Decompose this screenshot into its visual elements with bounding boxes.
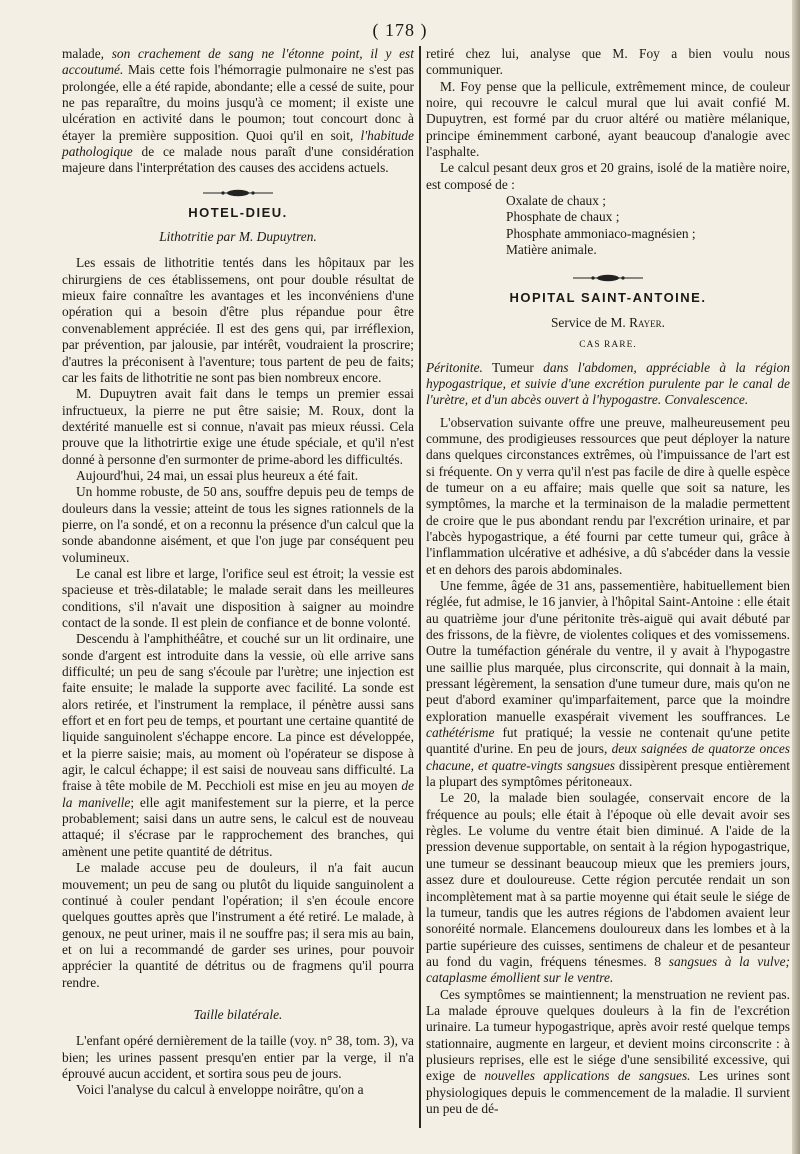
list-item: Phosphate de chaux ; [506, 209, 620, 225]
section-title: HOPITAL SAINT-ANTOINE. [509, 290, 707, 306]
text: dissipèrent presque entièrement la plupart des symptômes péritoneaux. [426, 757, 790, 790]
text: Tumeur [482, 359, 544, 375]
paragraph: L'observation suivante offre une preuve, malheureusement peu commune, des prodigieuses ressources que peut déployer la nature dans quelques circonstances extrêmes, où l'impuissance de l'art est si fréquente. On y verra qu'il n'est pas facile de dire à quelle espèce de tumeur on a eu affaire; mais quelle que soit sa nature, les symptômes, la marche et la terminaison de la maladie permettent de croire que le pus abondant rendu par l'excrétion urinaire, et par l'abcès hypogastrique, a été fourni par cette tumeur qui, grâce à l'inflammation ulcérative et adhésive, a dû s'abcéder dans la vessie et en dehors des parois abdominales. [426, 414, 790, 577]
paragraph: L'enfant opéré dernièrement de la taille (voy. n° 38, tom. 3), va bien; les urines passent presqu'en entier par la verge, il n'a éprouvé aucun accident, et sortira sous peu de jours. [62, 1033, 414, 1081]
paragraph [62, 46, 414, 177]
paragraph: Le canal est libre et large, l'orifice seul est étroit; la vessie est spacieuse et très-dilatable; le malade serait dans les meilleures conditions, s'il n'avait une disposition à saigner au moindre contact de la sonde. Il est plein de confiance et de bonne volonté. [62, 565, 414, 630]
paragraph [426, 790, 790, 986]
right-column [426, 46, 790, 1117]
text: Le 20, la malade bien soulagée, conservait encore de la fréquence au pouls; elle était à l'époque où elle devait avoir ses règles. Le volume du ventre était bien diminué. A l'aide de la pression devenue supportable, on sentait à la région hypogastrique, une tumeur se dessinant beaucoup mieux que les premiers jours, assez dure et douloureuse. Cette région percutée rendait un son incomplètement mat à sa partie moyenne qui était seule le siége de la tumeur, tandis que les autres régions de l'abdomen avaient leur sonoréité normale. Elancemens douloureux dans les lombes et à la partie supérieure des cuisses, sentimens de chaleur et de pesanteur au fond du vagin, fréquens ténesmes. 8 [426, 790, 790, 969]
text: de ce malade nous paraît d'une considération majeure dans l'interprétation des causes des accidens actuels. [62, 144, 414, 176]
paragraph: Le calcul pesant deux gros et 20 grains, isolé de la matière noire, est composé de : [426, 160, 790, 192]
paragraph [62, 631, 414, 860]
section-subtitle: Lithotritie par M. Dupuytren. [159, 229, 317, 245]
physician-name: Rayer. [629, 314, 666, 330]
list-item: Matière animale. [506, 242, 597, 258]
italic-text: l'habitude pathologique [62, 127, 414, 160]
paragraph [426, 578, 790, 790]
text: Service de M. [550, 314, 630, 330]
ornament-divider [426, 270, 790, 280]
italic-text: dans l'abdomen, appréciable à la région hypogastrique, et suivie d'une excrétion purulente par le canal de l'urètre, et d'un abcès ouvert à l'hypogastre. Convalescence. [426, 359, 790, 408]
paragraph: Aujourd'hui, 24 mai, un essai plus heureux a été fait. [76, 467, 359, 483]
paragraph: M. Dupuytren avait fait dans le temps un premier essai infructueux, la pierre ne put être saisie; M. Roux, dont la dextérité manuelle est si connue, n'avait pas mieux réussi. Cela prouve que la lithotrirtie exige une étude spéciale, et qu'il n'est donné à personne d'en surmonter de prime-abord les difficultés. [62, 386, 414, 467]
paragraph: Le malade accuse peu de douleurs, il n'a fait aucun mouvement; un peu de sang ou plutôt du liquide sanguinolent a continué à couler pendant l'opération; il s'en écoule encore quelques gouttes après que l'instrument a été retiré. Le malade, à genoux, ne peut uriner, mais il ne souffre pas; il sera mis au bain, et on lui a recommandé de garder ses urines, pour pouvoir apprécier la quantité de détritus ou de fragmens qu'il pourra rendre. [62, 860, 414, 990]
paragraph: Un homme robuste, de 50 ans, souffre depuis peu de temps de douleurs dans la vessie; atteint de tous les signes rationnels de la pierre, on l'a sondé, et on a reconnu la présence d'un calcul que la sonde abandonne aisément, et que l'on juge par conséquent peu volumineux. [62, 484, 414, 565]
italic-text: son crachement de sang ne l'étonne point, il y est accoutumé. [62, 46, 414, 78]
italic-text: Péritonite. [426, 359, 483, 375]
text: Ces symptômes se maintiennent; la menstruation ne revient pas. La malade éprouve quelques douleurs à la fin de l'excrétion urinaire. La tumeur hypogastrique, après avoir resté quelque temps stationnaire, augmente en largeur, et devient moins circonscrite : à plusieurs reprises, elle est le siége d'une sensibilité excessive, qui exige de [426, 986, 790, 1084]
subsection-title: Taille bilatérale. [193, 1006, 283, 1022]
italic-text: sangsues à la vulve; cataplasme émollient sur le ventre. [426, 953, 790, 986]
composition-list [426, 193, 790, 258]
paragraph [426, 987, 790, 1118]
column-rule [419, 46, 421, 1128]
paragraph: Les essais de lithotritie tentés dans les hôpitaux par les chirurgiens de ces établissemens, ont pour double résultat de mieux faire connaître les avantages et les inconvéniens d'une opération qui a besoin d'être plus répandue pour être convenablement appréciée. Il est des gens qui, par irréflexion, par prévention, par jalousie, par intérêt, voudraient la proscrire; d'autres la préconisent à l'aventure; tous partent de peu de faits; car les faits de lithotritie ne sont pas bien nombreux encore. [62, 255, 414, 385]
section-title: HOTEL-DIEU. [188, 204, 288, 220]
text: Une femme, âgée de 31 ans, passementière, habituellement bien réglée, fut admise, le 16 janvier, à l'hôpital Saint-Antoine : elle était au quatrième jour d'une péritonite très-aiguë qui avait débuté par des frissons, de la fièvre, de violentes coliques et des vomissemens. Outre la tuméfaction générale du ventre, il y avait à l'hypogastre une saillie plus marquée, plus circonscrite, qui donnait à la main, pressant légèrement, la sensation d'une tumeur dure, mais qu'on ne peut d'abord examiner qu'imparfaitement, parce que la moindre exploration manuelle exaspérait vivement les souffrances. Le [426, 577, 790, 724]
text: Mais cette fois l'hémorragie pulmonaire ne s'est pas prolongée, elle a été rapide, abondante; elle a cessé de suite, pour ne pas reparaître, du moins jusqu'à ce moment; il existe une ulcération en activité dans le poumon; tout concourt donc à étayer la première supposition. Quoi qu'il en soit, [62, 62, 414, 143]
text: Les urines sont physiologiques depuis le commencement de la maladie. Il survient un peu de dé- [426, 1068, 790, 1116]
paragraph: Voici l'analyse du calcul à enveloppe noirâtre, qu'on a [76, 1082, 364, 1098]
italic-text: cathétérisme [426, 725, 495, 741]
page-number: ( 178 ) [372, 20, 428, 40]
page-edge [792, 0, 800, 1154]
list-item: Phosphate ammoniaco-magnésien ; [506, 225, 696, 241]
italic-text: deux saignées de quatorze onces chacune, et quatre-vingts sangsues [426, 741, 790, 773]
text: ; elle agit manifestement sur la pierre, et la perce probablement; saisi dans un autre sens, le calcul est de nouveau attaqué; il s'écrase par le rapprochement des branches, qui amènent une petite quantité de détritus. [62, 794, 414, 859]
text: Descendu à l'amphithéâtre, et couché sur un lit ordinaire, une sonde d'argent est introduite dans la vessie, où elle arrive sans difficulté; un peu de sang s'écoule par l'urètre; une injection est faite ensuite; le malade la supporte avec facilité. La sonde est alors retirée, et l'instrument la remplace, il pénètre aussi sans effort et en fort peu de temps, et pourtant une certaine quantité de liquide sanguinolent s'échappe encore. La pince est développée, et la pierre saisie; mais, au moment où l'opérateur se dispose à agir, le calcul échappe; il est saisi de nouveau sans difficulté. La fraise à tête mobile de M. Pecchioli est mise en jeu au moyen [62, 631, 414, 794]
case-label: CAS RARE. [579, 340, 637, 351]
text: fut pratiqué; la vessie ne contenait qu'une petite quantité d'urine. En peu de jours, [426, 725, 790, 757]
text: malade, [62, 46, 112, 61]
paragraph: retiré chez lui, analyse que M. Foy a bien voulu nous communiquer. [426, 46, 790, 78]
list-item: Oxalate de chaux ; [506, 193, 607, 209]
ornament-divider [62, 185, 414, 195]
paragraph: M. Foy pense que la pellicule, extrêmement mince, de couleur noire, qui recouvre le calcul mural que lui avait confié M. Dupuytren, est formé par du cruor altéré ou matière mélanique, principe éminemment carboné, ayant beaucoup d'analogie avec l'asphalte. [426, 78, 790, 160]
italic-text: nouvelles applications de sangsues. [484, 1068, 691, 1084]
italic-text: de la manivelle [62, 778, 414, 810]
left-column [62, 46, 414, 1099]
case-heading [426, 360, 790, 409]
service-line [426, 315, 790, 331]
